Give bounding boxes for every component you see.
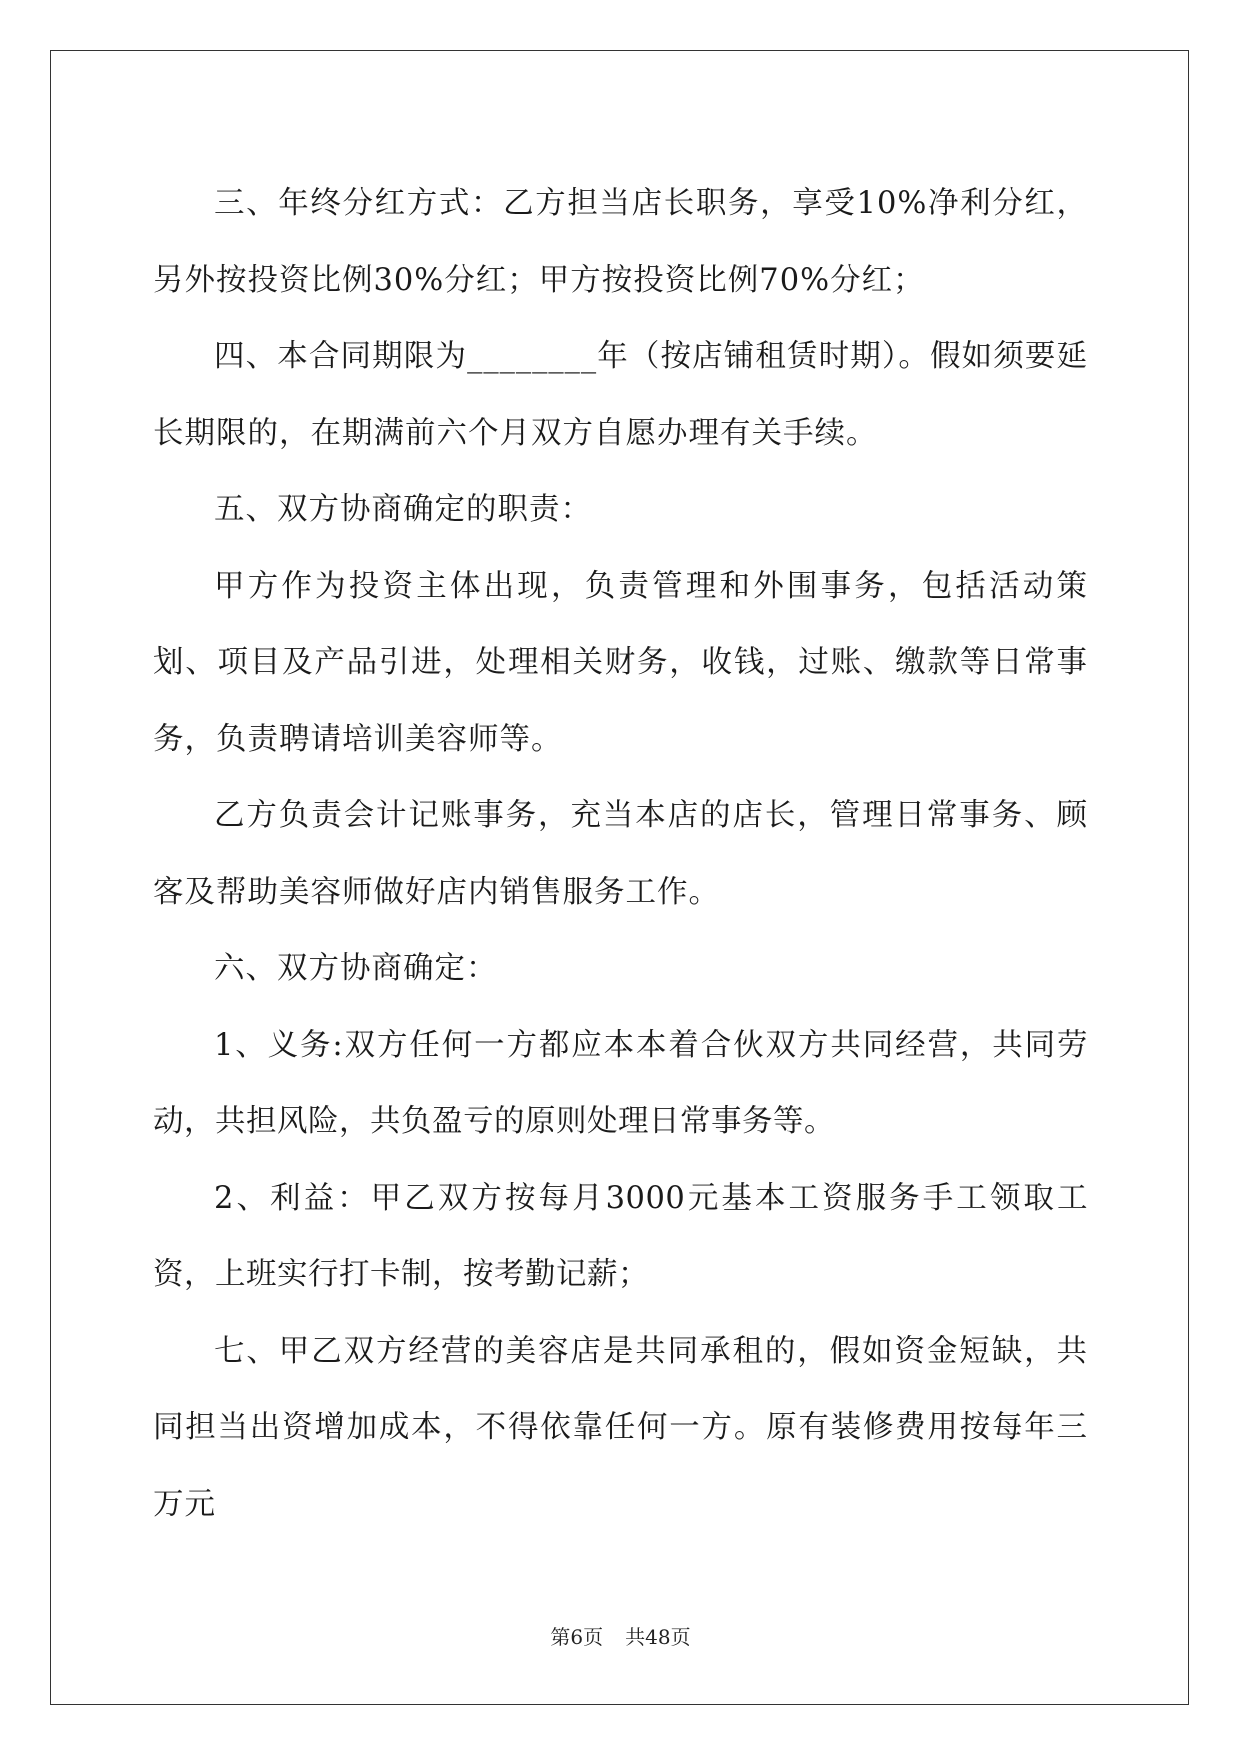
page-number: 第6页 xyxy=(550,1625,604,1649)
paragraph-contract-term: 四、本合同期限为________年（按店铺租赁时期）。假如须要延长期限的，在期满前六个月双方自愿办理有关手续。 xyxy=(153,339,1088,451)
paragraph-agreement-heading: 六、双方协商确定： xyxy=(214,951,498,986)
paragraph-benefits: 2、利益：甲乙双方按每月3000元基本工资服务手工领取工资，上班实行打卡制，按考勤记薪； xyxy=(153,1180,1088,1292)
page-total: 共48页 xyxy=(625,1625,691,1649)
paragraph-shared-lease: 七、甲乙双方经营的美容店是共同承租的，假如资金短缺，共同担当出资增加成本，不得依靠任何一方。原有装修费用按每年三万元 xyxy=(153,1333,1088,1522)
paragraph-dividend-method: 三、年终分红方式：乙方担当店长职务，享受10%净利分红，另外按投资比例30%分红；甲方按投资比例70%分红； xyxy=(153,186,1088,298)
paragraph-party-a-duties: 甲方作为投资主体出现，负责管理和外围事务，包括活动策划、项目及产品引进，处理相关财务，收钱，过账、缴款等日常事务，负责聘请培训美容师等。 xyxy=(153,568,1088,757)
page-footer xyxy=(0,1621,1241,1650)
document-body xyxy=(153,166,1088,1543)
paragraph-responsibilities-heading: 五、双方协商确定的职责： xyxy=(214,492,592,527)
paragraph-party-b-duties: 乙方负责会计记账事务，充当本店的店长，管理日常事务、顾客及帮助美容师做好店内销售服务工作。 xyxy=(153,798,1088,910)
paragraph-obligations: 1、义务:双方任何一方都应本本着合伙双方共同经营，共同劳动，共担风险，共负盈亏的原则处理日常事务等。 xyxy=(153,1027,1088,1139)
